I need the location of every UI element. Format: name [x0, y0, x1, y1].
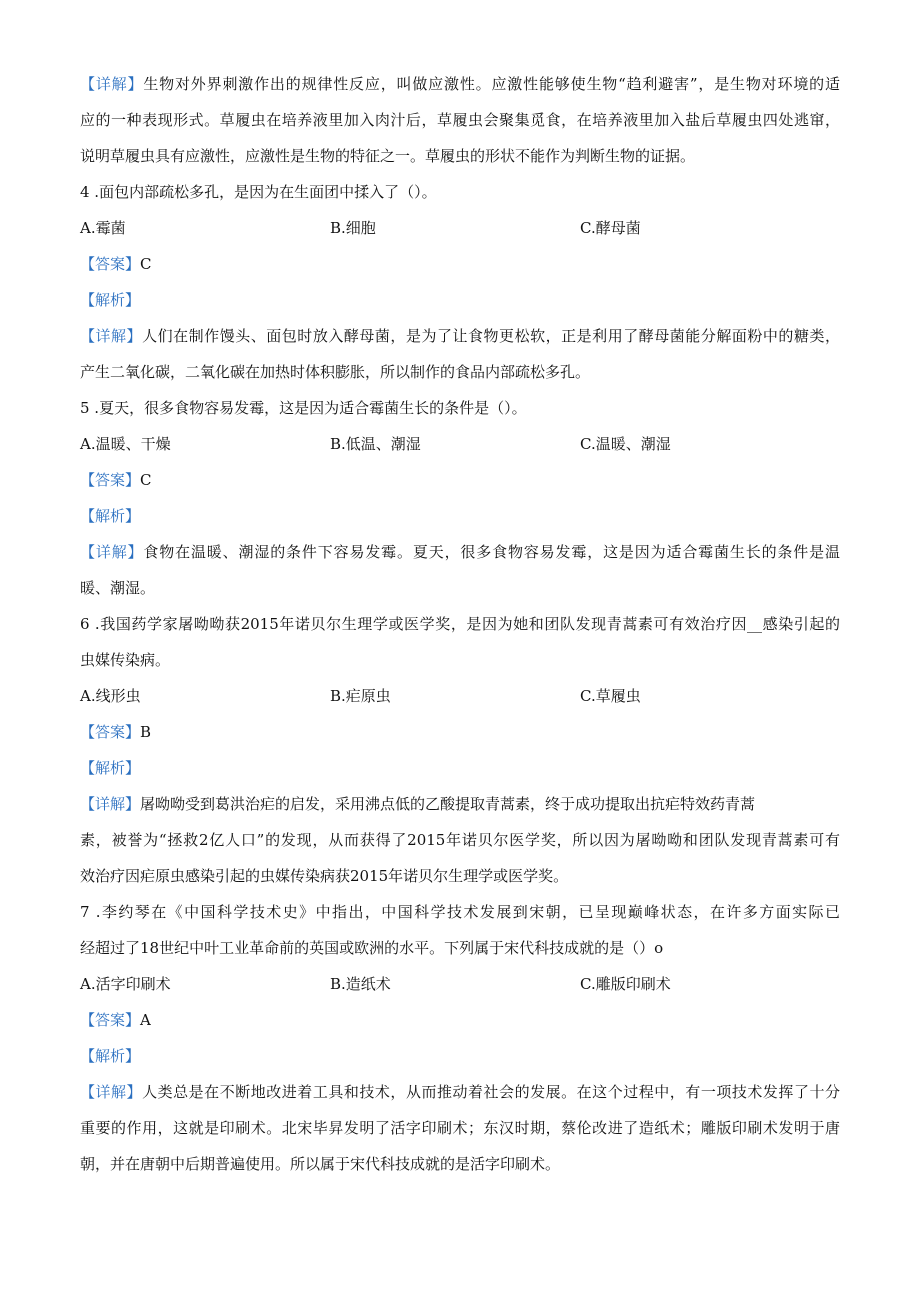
q7-analysis-tag: 【解析】	[80, 1047, 141, 1065]
q7-answer	[80, 1010, 151, 1030]
q5-analysis-tag: 【解析】	[80, 507, 141, 525]
q6-answer	[80, 722, 151, 742]
q4-option-c: C.酵母菌	[580, 219, 641, 237]
answer-tag: 【答案】	[80, 1011, 141, 1029]
q6-option-b: B.疟原虫	[330, 687, 391, 705]
q4-analysis-tag: 【解析】	[80, 291, 141, 309]
detail-tag: 【详解】	[80, 795, 141, 813]
q6-option-a: A.线形虫	[80, 687, 141, 705]
q4-detail-line-1: 【详解】人们在制作馒头、面包时放入酵母菌，是为了让食物更松软，正是利用了酵母菌能分解面粉中的糖类，	[80, 327, 840, 345]
detail-tag: 【详解】	[80, 543, 144, 561]
answer-value: C	[140, 471, 152, 489]
q5-stem: 5 .夏天，很多食物容易发霉，这是因为适合霉菌生长的条件是（）。	[80, 399, 527, 417]
q3-detail-line-3: 说明草履虫具有应激性，应激性是生物的特征之一。草履虫的形状不能作为判断生物的证据。	[80, 147, 696, 165]
q6-stem-line-2: 虫媒传染病。	[80, 651, 171, 669]
answer-value: A	[140, 1011, 151, 1029]
q5-option-a: A.温暖、干燥	[80, 435, 171, 453]
q6-detail-line-3: 效治疗因疟原虫感染引起的虫媒传染病获2015年诺贝尔生理学或医学奖。	[80, 867, 569, 885]
q5-answer	[80, 470, 152, 490]
answer-value: C	[140, 255, 152, 273]
q7-option-a: A.活字印刷术	[80, 975, 171, 993]
q6-detail-line-2: 素，被誉为“拯救2亿人口”的发现，从而获得了2015年诺贝尔医学奖，所以因为屠呦呦和团队发现青蒿素可有	[80, 831, 840, 849]
q5-option-c: C.温暖、潮湿	[580, 435, 671, 453]
q6-stem-line-1: 6 .我国药学家屠呦呦获2015年诺贝尔生理学或医学奖，是因为她和团队发现青蒿素可有效治疗因__感染引起的	[80, 615, 840, 633]
q4-detail-line-2: 产生二氧化碳，二氧化碳在加热时体积膨胀，所以制作的食品内部疏松多孔。	[80, 363, 591, 381]
q4-answer	[80, 254, 152, 274]
q6-option-c: C.草履虫	[580, 687, 641, 705]
q5-detail-line-1: 【详解】食物在温暖、潮湿的条件下容易发霉。夏天，很多食物容易发霉，这是因为适合霉菌生长的条件是温	[80, 543, 840, 561]
q4-stem: 4 .面包内部疏松多孔，是因为在生面团中揉入了（）。	[80, 183, 437, 201]
q5-option-b: B.低温、潮湿	[330, 435, 421, 453]
detail-tag: 【详解】	[80, 75, 144, 93]
q5-detail-line-2: 暖、潮湿。	[80, 579, 156, 597]
q7-detail-line-2: 重要的作用，这就是印刷术。北宋毕昇发明了活字印刷术；东汉时期，蔡伦改进了造纸术；雕版印刷术发明于唐	[80, 1119, 840, 1137]
q6-analysis-tag: 【解析】	[80, 759, 141, 777]
q7-option-c: C.雕版印刷术	[580, 975, 671, 993]
q6-detail-line-1: 【详解】屠呦呦受到葛洪治疟的启发，采用沸点低的乙酸提取青蒿素，终于成功提取出抗疟特效药青蒿	[80, 795, 756, 813]
q4-option-b: B.细胞	[330, 219, 376, 237]
answer-tag: 【答案】	[80, 723, 141, 741]
q4-option-a: A.霉菌	[80, 219, 126, 237]
answer-tag: 【答案】	[80, 255, 141, 273]
q7-detail-line-3: 朝，并在唐朝中后期普遍使用。所以属于宋代科技成就的是活字印刷术。	[80, 1155, 561, 1173]
q7-stem-line-2: 经超过了18世纪中叶工业革命前的英国或欧洲的水平。下列属于宋代科技成就的是（）o	[80, 939, 664, 957]
q3-detail-line-1: 【详解】生物对外界刺激作出的规律性反应，叫做应激性。应激性能够使生物“趋利避害”，是生物对环境的适	[80, 75, 840, 93]
q7-detail-line-1: 【详解】人类总是在不断地改进着工具和技术，从而推动着社会的发展。在这个过程中，有一项技术发挥了十分	[80, 1083, 840, 1101]
detail-tag: 【详解】	[80, 1083, 143, 1101]
answer-tag: 【答案】	[80, 471, 141, 489]
q7-option-b: B.造纸术	[330, 975, 391, 993]
detail-tag: 【详解】	[80, 327, 143, 345]
q7-stem-line-1: 7 .李约琴在《中国科学技术史》中指出，中国科学技术发展到宋朝，已呈现巅峰状态，在许多方面实际已	[80, 903, 840, 921]
answer-value: B	[140, 723, 152, 741]
q3-detail-line-2: 应的一种表现形式。草履虫在培养液里加入肉汁后，草履虫会聚集觅食，在培养液里加入盐后草履虫四处逃窜，	[80, 111, 840, 129]
